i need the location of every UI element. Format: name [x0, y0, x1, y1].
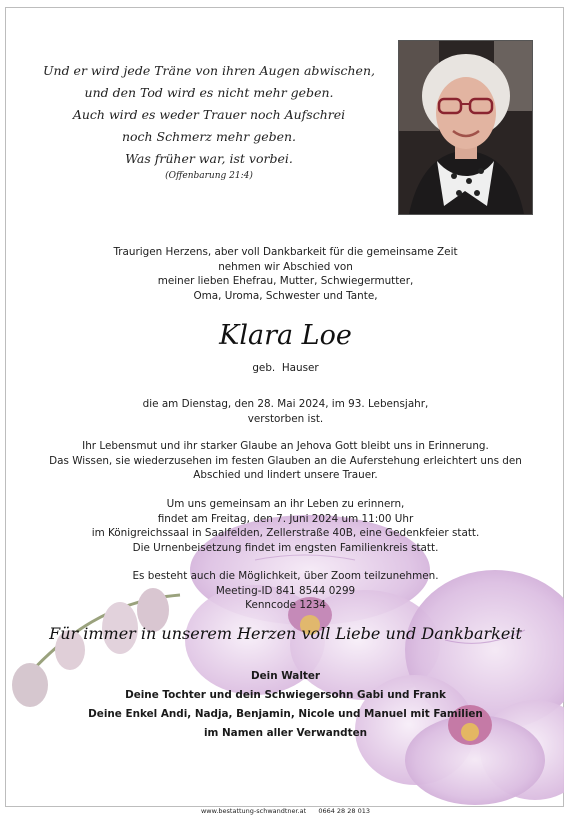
ceremony-line: im Königreichssaal in Saalfelden, Zellerstraße 40B, eine Gedenkfeier statt. — [91, 527, 480, 539]
verse-line: Und er wird jede Träne von ihren Augen abwischen, — [43, 63, 375, 78]
bible-verse — [40, 60, 378, 182]
deceased-name: Klara Loe — [219, 320, 352, 351]
footer — [20, 807, 551, 815]
closing-phrase: Für immer in unserem Herzen voll Liebe und Dankbarkeit — [49, 624, 522, 643]
ceremony-line: Um uns gemeinsam an ihr Leben zu erinnern, — [166, 498, 405, 510]
faith-text — [20, 439, 551, 483]
faith-line: Ihr Lebensmut und ihr starker Glaube an Jehova Gott bleibt uns in Erinnerung. — [82, 440, 489, 452]
family-line: Dein Walter — [250, 670, 321, 682]
intro-text — [20, 245, 551, 303]
death-line: die am Dienstag, den 28. Mai 2024, im 93. Lebensjahr, — [142, 398, 429, 410]
zoom-meeting-id: Meeting-ID 841 8544 0299 — [215, 584, 356, 597]
ceremony-line: Die Urnenbeisetzung findet im engsten Familienkreis statt. — [132, 541, 439, 554]
ceremony-info — [20, 497, 551, 555]
family-signatures — [20, 667, 551, 743]
verse-line: und den Tod wird es nicht mehr geben. — [84, 85, 334, 100]
verse-line: Was früher war, ist vorbei. — [125, 151, 293, 166]
intro-line: Traurigen Herzens, aber voll Dankbarkeit für die gemeinsame Zeit — [113, 246, 458, 258]
maiden-name: geb. Hauser — [252, 362, 319, 374]
intro-line: Oma, Uroma, Schwester und Tante, — [193, 289, 378, 302]
family-line: im Namen aller Verwandten — [203, 727, 368, 739]
verse-reference: (Offenbarung 21:4) — [165, 171, 253, 181]
faith-line: Abschied und lindert unsere Trauer. — [193, 469, 378, 481]
intro-line: meiner lieben Ehefrau, Mutter, Schwiegermutter, — [157, 275, 414, 287]
footer-website: www.bestattung-schwandtner.at — [200, 807, 307, 815]
zoom-info — [20, 569, 551, 613]
intro-line: nehmen wir Abschied von — [218, 260, 353, 273]
zoom-line: Es besteht auch die Möglichkeit, über Zoom teilzunehmen. — [132, 570, 439, 582]
faith-line: Das Wissen, sie wiederzusehen im festen Glauben an die Auferstehung erleichtert uns den — [49, 454, 522, 467]
footer-phone: 0664 28 28 013 — [318, 807, 371, 815]
zoom-passcode: Kenncode 1234 — [245, 599, 326, 611]
family-line: Deine Enkel Andi, Nadja, Benjamin, Nicole und Manuel mit Familien — [88, 708, 483, 720]
ceremony-line: findet am Freitag, den 7. Juni 2024 um 11:00 Uhr — [157, 512, 414, 525]
death-line: verstorben ist. — [247, 412, 324, 425]
verse-line: Auch wird es weder Trauer noch Aufschrei — [72, 107, 346, 122]
death-info — [20, 397, 551, 426]
verse-line: noch Schmerz mehr geben. — [121, 129, 297, 144]
portrait-photo — [398, 40, 533, 215]
family-line: Deine Tochter und dein Schwiegersohn Gabi und Frank — [125, 689, 446, 701]
